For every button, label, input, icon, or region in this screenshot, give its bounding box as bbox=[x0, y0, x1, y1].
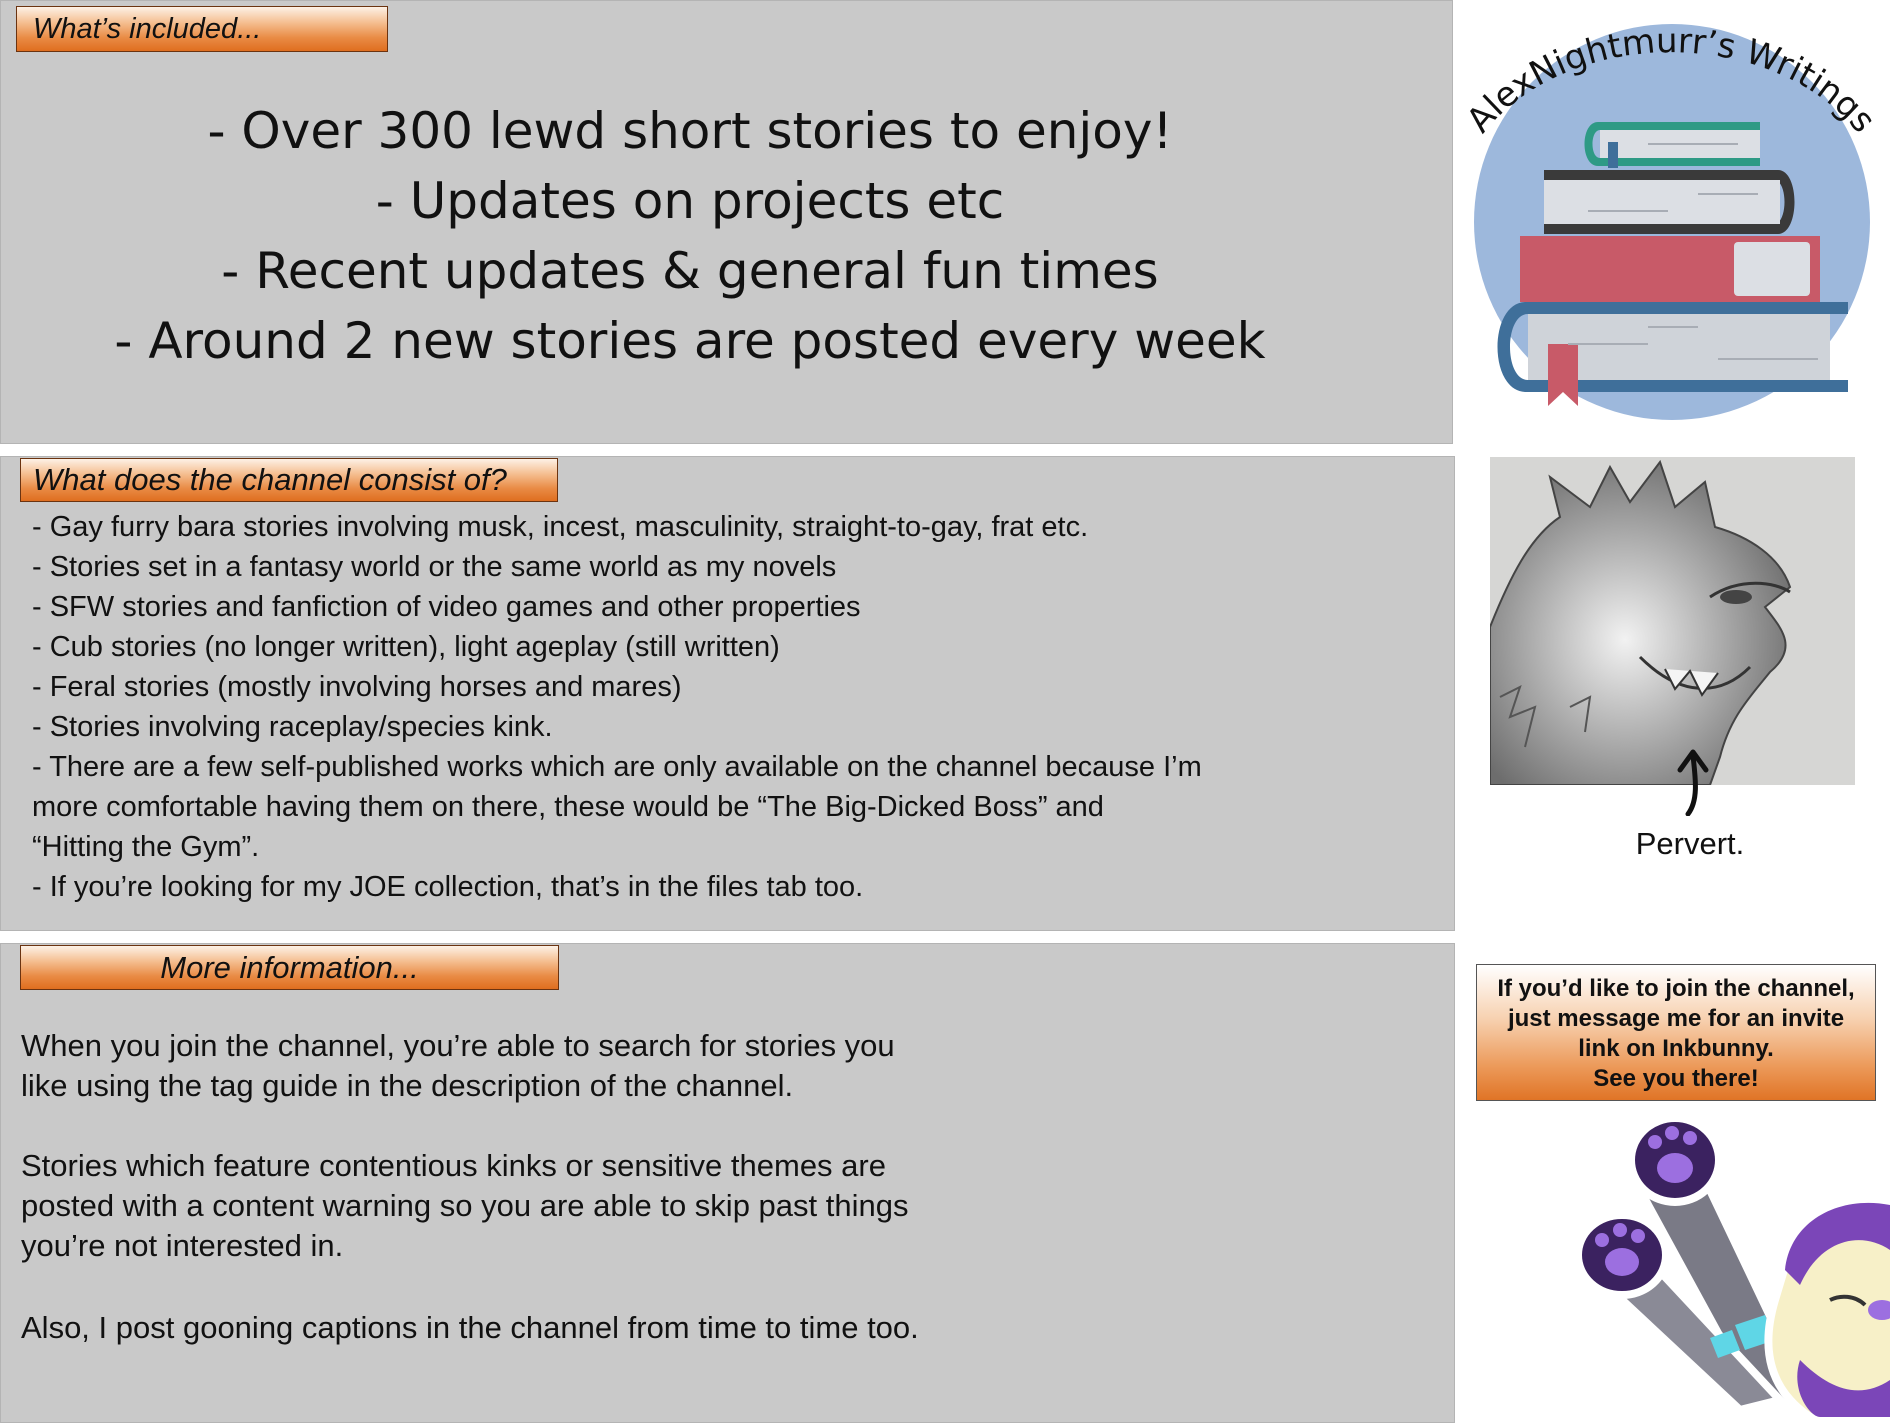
included-item: - Recent updates & general fun times bbox=[221, 242, 1159, 300]
paragraph-line: you’re not interested in. bbox=[21, 1228, 344, 1263]
consist-item: - There are a few self-published works which are only available on the channel because I’m bbox=[32, 751, 1202, 783]
included-item: - Over 300 lewd short stories to enjoy! bbox=[207, 102, 1173, 160]
consist-item: - Cub stories (no longer written), light ageplay (still written) bbox=[32, 631, 780, 663]
consist-item: - Gay furry bara stories involving musk, incest, masculinity, straight-to-gay, frat etc. bbox=[32, 511, 1089, 543]
more-info-paragraph bbox=[21, 1026, 895, 1106]
consist-item: - Feral stories (mostly involving horses and mares) bbox=[32, 671, 682, 703]
more-info-paragraph bbox=[21, 1308, 919, 1348]
logo-title: AlexNightmurr’s Writings bbox=[1459, 21, 1884, 141]
paragraph-line: like using the tag guide in the description of the channel. bbox=[21, 1068, 794, 1103]
logo bbox=[1448, 14, 1890, 434]
paragraph-line: When you join the channel, you’re able to search for stories you bbox=[21, 1028, 895, 1063]
join-line: See you there! bbox=[1593, 1065, 1759, 1092]
consist-heading: What does the channel consist of? bbox=[20, 458, 558, 502]
more-info-paragraph bbox=[21, 1146, 908, 1266]
paragraph-line: Stories which feature contentious kinks or sensitive themes are bbox=[21, 1148, 886, 1183]
join-line: just message me for an invite bbox=[1507, 1005, 1845, 1032]
join-info-box bbox=[1476, 964, 1876, 1101]
paragraph-line: Also, I post gooning captions in the channel from time to time too. bbox=[21, 1310, 919, 1345]
paragraph-line: posted with a content warning so you are able to skip past things bbox=[21, 1188, 909, 1223]
more-info-heading: More information... bbox=[20, 945, 559, 990]
mascot-character-image bbox=[1560, 1100, 1890, 1417]
included-list bbox=[0, 96, 1380, 376]
consist-list bbox=[32, 507, 1432, 907]
wolf-sketch-image bbox=[1490, 457, 1855, 785]
consist-item: - Stories involving raceplay/species kink. bbox=[32, 711, 553, 743]
consist-item: “Hitting the Gym”. bbox=[32, 831, 260, 863]
included-item: - Updates on projects etc bbox=[375, 172, 1005, 230]
join-line: link on Inkbunny. bbox=[1578, 1035, 1774, 1062]
portrait-caption: Pervert. bbox=[1635, 826, 1745, 861]
consist-item: more comfortable having them on there, these would be “The Big-Dicked Boss” and bbox=[32, 791, 1104, 823]
bookmark-icon bbox=[1548, 344, 1578, 406]
arrow-up-icon bbox=[1668, 746, 1728, 816]
consist-item: - If you’re looking for my JOE collection, that’s in the files tab too. bbox=[32, 871, 864, 903]
included-item: - Around 2 new stories are posted every week bbox=[114, 312, 1266, 370]
included-heading: What’s included... bbox=[16, 6, 388, 52]
consist-item: - SFW stories and fanfiction of video games and other properties bbox=[32, 591, 861, 623]
consist-item: - Stories set in a fantasy world or the same world as my novels bbox=[32, 551, 837, 583]
join-line: If you’d like to join the channel, bbox=[1497, 975, 1855, 1002]
